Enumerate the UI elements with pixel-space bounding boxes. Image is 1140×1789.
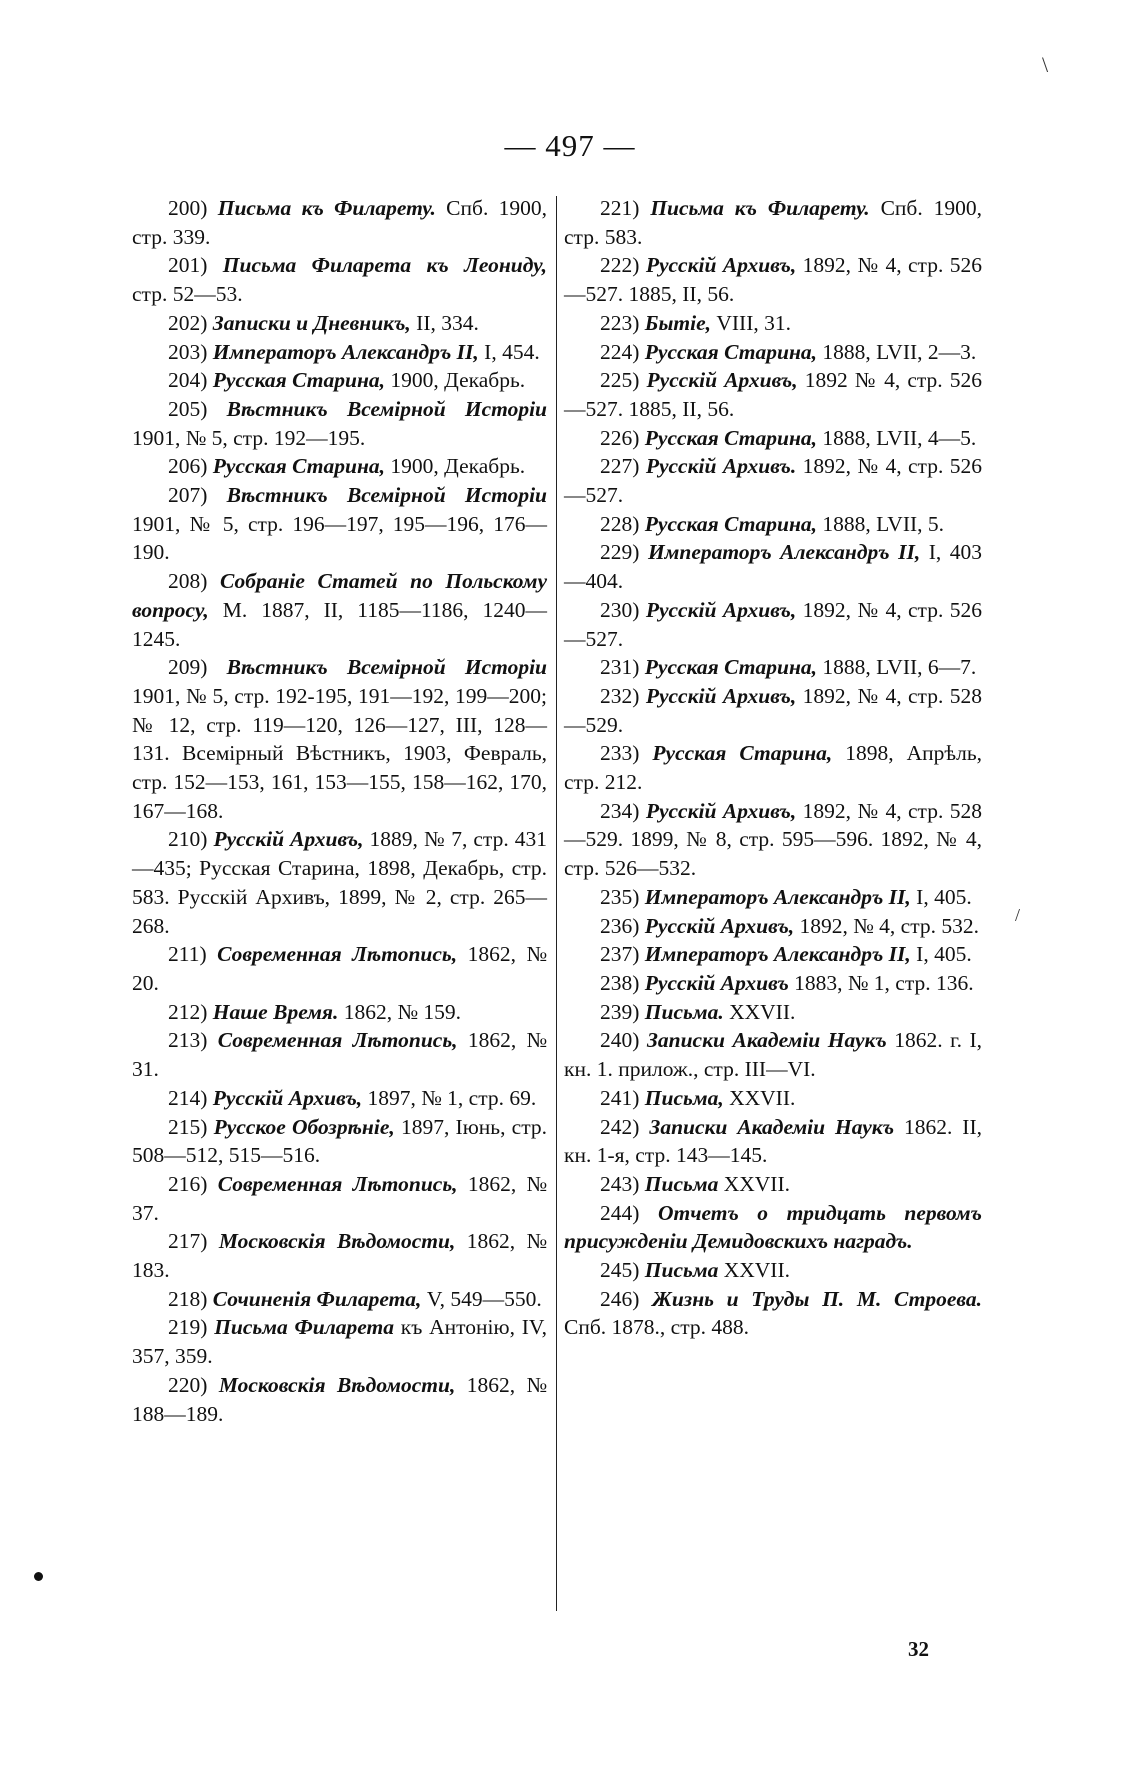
entry-number: 212)	[168, 999, 208, 1024]
entry-details: XXVII.	[718, 1258, 790, 1283]
entry-number: 216)	[168, 1171, 208, 1196]
entry-title: Русскій Архивъ,	[644, 913, 795, 938]
entry-title: Московскія Вѣдомости,	[218, 1229, 456, 1254]
reference-entry	[564, 653, 982, 682]
entry-number: 232)	[600, 683, 640, 708]
entry-details: 1862. г. I, кн. 1. прилож., стр. III—VI.	[564, 1028, 982, 1082]
entry-title: Бытіе,	[644, 310, 711, 335]
entry-details: Спб. 1900, стр. 583.	[564, 196, 983, 249]
entry-details: М. 1887, II, 1185—1186, 1240—1245.	[132, 597, 547, 651]
entry-title: Наше Время.	[212, 999, 339, 1024]
entry-number: 222)	[600, 253, 640, 278]
reference-entry	[132, 1313, 547, 1370]
entry-details: 1892, № 4, стр. 526—527.	[564, 597, 982, 651]
entry-title: Русскій Архивъ,	[213, 827, 364, 852]
entry-number: 230)	[600, 597, 640, 622]
entry-number: 228)	[600, 511, 640, 536]
reference-entry	[564, 1285, 982, 1342]
entry-title: Записки и Дневникъ,	[212, 310, 411, 335]
entry-number: 225)	[600, 368, 640, 393]
reference-entry	[132, 825, 547, 940]
reference-entry	[564, 538, 982, 595]
reference-entry	[132, 309, 547, 338]
entry-title: Письма	[644, 1258, 719, 1283]
entry-details: 1862. II, кн. 1-я, стр. 143—145.	[564, 1114, 983, 1168]
reference-entry	[564, 194, 982, 251]
entry-number: 233)	[600, 741, 640, 766]
entry-details: I, 405.	[910, 884, 972, 909]
entry-number: 217)	[168, 1229, 208, 1254]
reference-entry	[564, 1199, 982, 1256]
entry-title: Современная Лѣтопись,	[217, 942, 458, 967]
entry-details: 1900, Декабрь.	[385, 368, 526, 393]
entry-title: Вѣстникъ Всемірной Исторіи	[226, 396, 548, 421]
entry-details: къ Антонію, IV, 357, 359.	[132, 1315, 548, 1369]
entry-title: Письма.	[644, 999, 724, 1024]
entry-details: 1889, № 7, стр. 431—435; Русская Старина, 1898, Декабрь, стр. 583. Русскій Архивъ, 1899, № 2, стр. 265—268.	[132, 827, 547, 938]
entry-number: 202)	[168, 310, 208, 335]
entry-details: 1897, № 1, стр. 69.	[362, 1085, 537, 1110]
entry-details: 1898, Апрѣль, стр. 212.	[564, 741, 982, 795]
entry-details: I, 454.	[478, 339, 540, 364]
entry-title: Письма	[644, 1171, 719, 1196]
entry-number: 205)	[168, 396, 208, 421]
entry-details: 1888, LVII, 2—3.	[817, 339, 977, 364]
entry-number: 243)	[600, 1171, 640, 1196]
reference-entry	[132, 1026, 547, 1083]
entry-title: Записки Академіи Наукъ	[646, 1028, 887, 1053]
entry-number: 211)	[168, 942, 207, 967]
reference-entry	[132, 940, 547, 997]
entry-details: 1901, № 5, стр. 192—195.	[132, 425, 366, 450]
entry-details: 1892, № 4, стр. 526—527. 1885, II, 56.	[564, 253, 982, 307]
reference-entry	[564, 682, 982, 739]
column-divider	[556, 196, 557, 1611]
entry-details: 1892 № 4, стр. 526—527. 1885, II, 56.	[564, 368, 982, 421]
entry-number: 213)	[168, 1028, 208, 1053]
entry-title: Жизнь и Труды П. М. Строева.	[652, 1286, 983, 1311]
entry-details: 1862, № 188—189.	[132, 1372, 548, 1426]
reference-entry	[564, 366, 982, 423]
reference-entry	[564, 940, 982, 969]
reference-entry	[132, 567, 547, 653]
entry-title: Современная Лѣтопись,	[217, 1028, 458, 1053]
entry-details: 1892, № 4, стр. 532.	[794, 913, 979, 938]
entry-number: 207)	[168, 483, 208, 508]
reference-entry	[564, 998, 982, 1027]
entry-number: 234)	[600, 798, 640, 823]
entry-title: Письма Филарета	[214, 1315, 395, 1340]
reference-entry	[132, 194, 547, 251]
entry-title: Русскій Архивъ,	[646, 368, 798, 393]
entry-number: 231)	[600, 655, 640, 680]
entry-number: 242)	[600, 1114, 640, 1139]
entry-title: Русская Старина,	[212, 368, 386, 393]
entry-details: 1900, Декабрь.	[385, 454, 526, 479]
entry-details: 1892, № 4, стр. 528—529. 1899, № 8, стр. 595—596. 1892, № 4, стр. 526—532.	[564, 798, 982, 881]
entry-details: XXVII.	[718, 1171, 790, 1196]
reference-entry	[564, 797, 982, 883]
reference-entry	[132, 251, 547, 308]
reference-entry	[132, 1113, 547, 1170]
entry-number: 246)	[600, 1286, 640, 1311]
entry-number: 219)	[168, 1315, 208, 1340]
reference-entry	[564, 1113, 982, 1170]
entry-number: 204)	[168, 368, 208, 393]
entry-title: Московскія Вѣдомости,	[218, 1372, 456, 1397]
entry-details: 1862, № 159.	[338, 999, 462, 1024]
entry-title: Русская Старина,	[644, 339, 818, 364]
reference-entry	[564, 309, 982, 338]
entry-details: 1862, № 20.	[132, 942, 548, 995]
reference-entry	[132, 1285, 547, 1314]
entry-number: 209)	[168, 655, 208, 680]
reference-entry	[132, 1371, 547, 1428]
entry-details: VIII, 31.	[711, 310, 792, 335]
entry-number: 241)	[600, 1085, 640, 1110]
entry-number: 208)	[168, 569, 208, 594]
entry-number: 238)	[600, 970, 640, 995]
scan-mark: /	[1015, 905, 1021, 925]
entry-details: 1901, № 5, стр. 192-195, 191—192, 199—200; № 12, стр. 119—120, 126—127, III, 128—131. Всемірный Вѣстникъ, 1903, Февраль, стр. 152—153, 161, 153—155, 158—162, 170, 167—168.	[132, 683, 547, 823]
entry-number: 210)	[168, 827, 208, 852]
entry-details: 1862, № 31.	[132, 1028, 548, 1082]
entry-details: XXVII.	[723, 999, 796, 1024]
reference-entry	[564, 969, 982, 998]
entry-details: 1888, LVII, 6—7.	[817, 655, 977, 680]
entry-number: 201)	[168, 253, 208, 278]
entry-title: Императоръ Александръ II,	[644, 942, 911, 967]
entry-title: Русскій Архивъ,	[645, 683, 797, 708]
entry-title: Русская Старина,	[644, 655, 818, 680]
reference-entry	[132, 338, 547, 367]
left-column	[132, 194, 547, 1428]
entry-number: 224)	[600, 339, 640, 364]
entry-details: стр. 52—53.	[132, 282, 243, 307]
reference-entry	[564, 1170, 982, 1199]
entry-details: 1883, № 1, стр. 136.	[788, 970, 974, 995]
entry-title: Русское Обозрѣніе,	[213, 1114, 395, 1139]
entry-details: 1862, № 37.	[132, 1171, 548, 1225]
entry-title: Письма,	[644, 1085, 724, 1110]
reference-entry	[564, 338, 982, 367]
entry-title: Русскій Архивъ.	[645, 454, 797, 479]
entry-details: 1892, № 4, стр. 528—529.	[564, 683, 982, 737]
reference-entry	[564, 739, 982, 796]
entry-title: Собраніе Статей по Польскому вопросу,	[132, 569, 548, 622]
entry-title: Русская Старина,	[644, 511, 818, 536]
entry-details: II, 334.	[410, 310, 479, 335]
entry-number: 206)	[168, 454, 208, 479]
entry-number: 239)	[600, 999, 640, 1024]
entry-number: 245)	[600, 1258, 640, 1283]
reference-entry	[564, 452, 982, 509]
reference-entry	[132, 1084, 547, 1113]
reference-entry	[564, 1256, 982, 1285]
entry-details: 1888, LVII, 5.	[817, 511, 945, 536]
printer-signature: 32	[908, 1637, 929, 1661]
entry-number: 220)	[168, 1372, 208, 1397]
entry-title: Русскій Архивъ,	[645, 798, 797, 823]
entry-number: 229)	[600, 540, 640, 565]
reference-entry	[132, 998, 547, 1027]
reference-entry	[564, 424, 982, 453]
entry-title: Отчетъ о тридцать первомъ присужденіи Демидовскихъ наградъ.	[564, 1200, 982, 1254]
entry-details: 1862, № 183.	[132, 1229, 548, 1283]
entry-number: 237)	[600, 942, 640, 967]
entry-title: Императоръ Александръ II,	[647, 540, 921, 565]
reference-entry	[132, 452, 547, 481]
entry-title: Императоръ Александръ II,	[644, 884, 911, 909]
entry-number: 235)	[600, 884, 640, 909]
entry-title: Вѣстникъ Всемірной Исторіи	[226, 655, 548, 680]
entry-title: Русскій Архивъ	[644, 970, 789, 995]
entry-title: Вѣстникъ Всемірной Исторіи	[226, 483, 548, 508]
page-number: — 497 —	[504, 128, 636, 163]
entry-title: Императоръ Александръ II,	[212, 339, 479, 364]
entry-number: 221)	[600, 196, 640, 220]
entry-details: 1901, № 5, стр. 196—197, 195—196, 176—190.	[132, 511, 547, 565]
entry-details: I, 405.	[910, 942, 972, 967]
entry-number: 214)	[168, 1085, 208, 1110]
reference-entry	[132, 1170, 547, 1227]
entry-number: 203)	[168, 339, 208, 364]
entry-title: Записки Академіи Наукъ	[649, 1114, 895, 1139]
reference-entry	[564, 912, 982, 941]
entry-title: Русская Старина,	[212, 454, 386, 479]
reference-entry	[564, 251, 982, 308]
entry-details: V, 549—550.	[421, 1286, 542, 1311]
entry-title: Сочиненія Филарета,	[212, 1286, 422, 1311]
entry-title: Современная Лѣтопись,	[217, 1171, 458, 1196]
entry-title: Письма къ Филарету.	[217, 196, 436, 220]
entry-title: Письма къ Филарету.	[650, 196, 870, 220]
entry-details: Спб. 1878., стр. 488.	[564, 1315, 749, 1340]
reference-entry	[564, 510, 982, 539]
entry-number: 236)	[600, 913, 640, 938]
entry-number: 218)	[168, 1286, 208, 1311]
entry-number: 244)	[600, 1200, 640, 1225]
reference-entry	[132, 481, 547, 567]
entry-title: Русская Старина,	[652, 741, 833, 766]
reference-entry	[132, 653, 547, 825]
entry-details: I, 403—404.	[564, 540, 983, 594]
entry-number: 226)	[600, 425, 640, 450]
reference-entry	[564, 1084, 982, 1113]
scan-mark: \	[1042, 52, 1049, 77]
entry-details: 1897, Іюнь, стр. 508—512, 515—516.	[132, 1114, 547, 1168]
entry-title: Русскій Архивъ,	[645, 253, 797, 278]
reference-entry	[132, 1227, 547, 1284]
reference-entry	[564, 883, 982, 912]
entry-number: 240)	[600, 1028, 640, 1053]
scan-dot	[34, 1572, 43, 1581]
entry-details: 1892, № 4, стр. 526—527.	[564, 454, 982, 508]
entry-title: Русскій Архивъ,	[645, 597, 797, 622]
entry-details: 1888, LVII, 4—5.	[817, 425, 977, 450]
entry-title: Русскій Архивъ,	[212, 1085, 363, 1110]
reference-entry	[132, 366, 547, 395]
entry-details: XXVII.	[723, 1085, 796, 1110]
entry-details: Спб. 1900, стр. 339.	[132, 196, 548, 249]
reference-entry	[564, 596, 982, 653]
right-column	[564, 194, 982, 1342]
entry-number: 223)	[600, 310, 640, 335]
reference-entry	[564, 1026, 982, 1083]
entry-title: Русская Старина,	[644, 425, 818, 450]
reference-entry	[132, 395, 547, 452]
entry-number: 200)	[168, 196, 208, 220]
entry-number: 215)	[168, 1114, 208, 1139]
entry-number: 227)	[600, 454, 640, 479]
entry-title: Письма Филарета къ Леониду,	[222, 253, 547, 278]
